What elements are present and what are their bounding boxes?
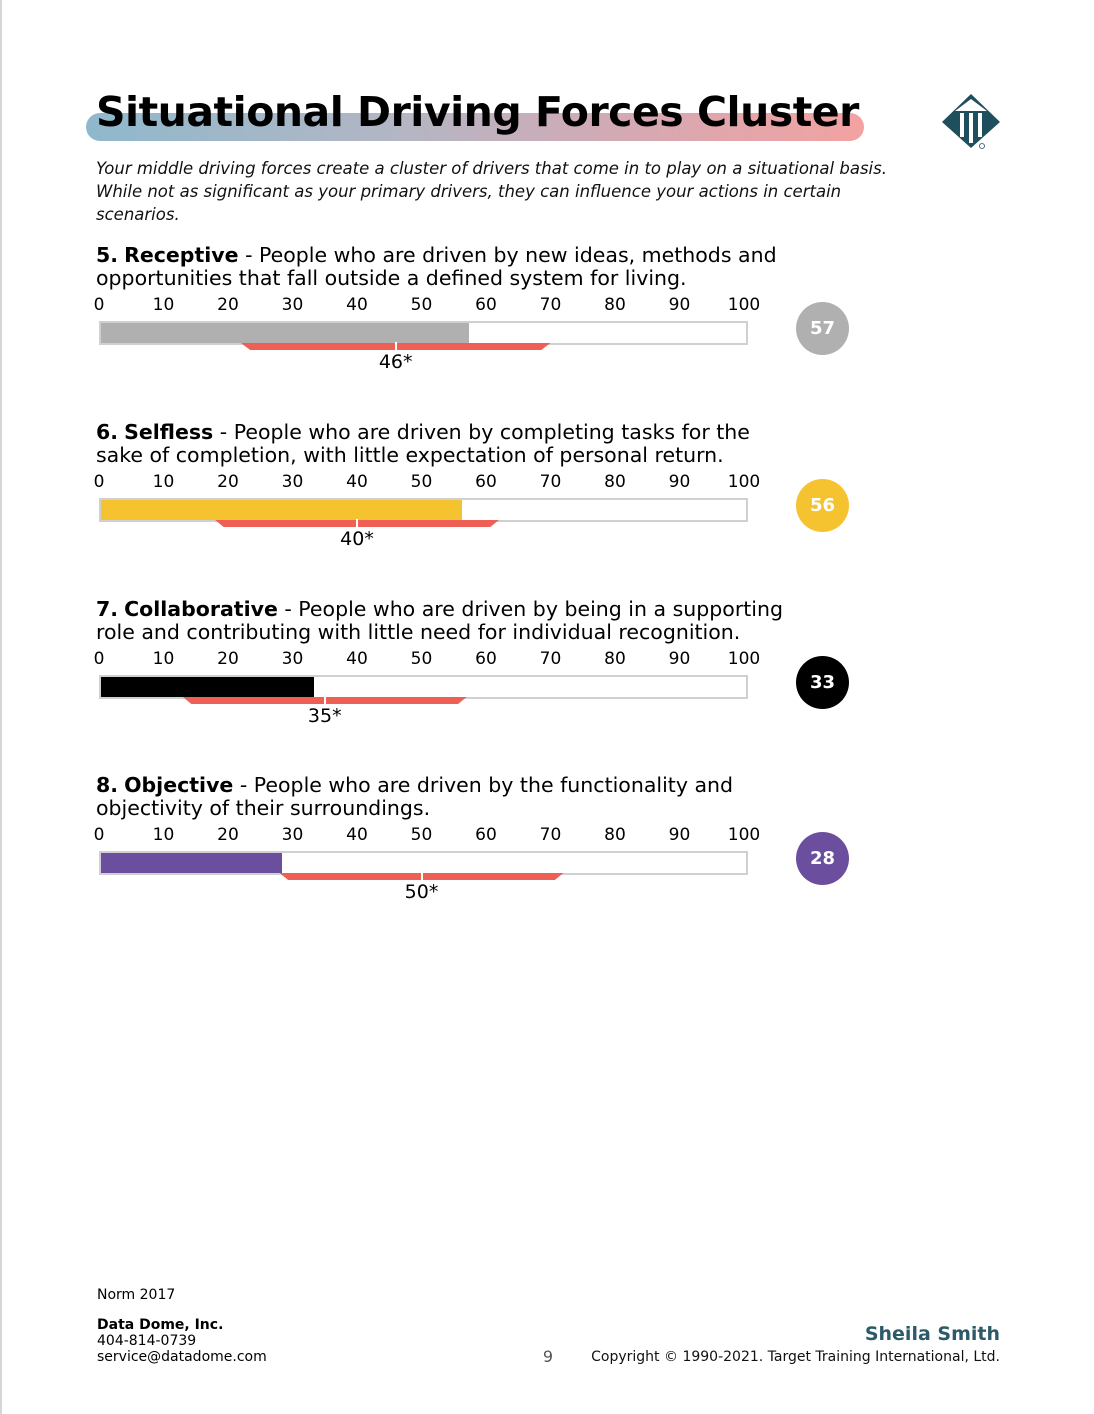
scale-tick-label: 90 (668, 825, 691, 845)
scale-tick-label: 40 (346, 472, 368, 492)
person-name: Sheila Smith (864, 1323, 1000, 1345)
driver-description-text: - People who are driven by completing tasks for the sake of completion, with little expectation of personal return. (96, 420, 750, 467)
scale-tick-label: 20 (217, 472, 239, 492)
norm-value-label: 35* (307, 705, 342, 727)
scale-tick-label: 100 (727, 649, 761, 669)
scale-tick-label: 60 (475, 649, 497, 669)
scale-tick-label: 80 (604, 825, 626, 845)
scale-tick-label: 70 (539, 825, 562, 845)
scale-ticks (0, 294, 1094, 318)
scale-tick-label: 10 (152, 825, 175, 845)
scale-tick-label: 10 (152, 295, 175, 315)
norm-marker (324, 696, 326, 705)
score-badge: 57 (796, 302, 849, 355)
copyright-text: Copyright © 1990-2021. Target Training International, Ltd. (591, 1349, 1000, 1365)
scale-ticks (0, 471, 1094, 495)
scale-tick-label: 40 (346, 295, 368, 315)
norm-value-label: 46* (378, 351, 413, 373)
scale-tick-label: 40 (346, 825, 368, 845)
driver-section (0, 598, 1094, 748)
scale-tick-label: 0 (93, 825, 105, 845)
company-email: service@datadome.com (97, 1349, 267, 1365)
scale-tick-label: 80 (604, 649, 626, 669)
scale-tick-label: 70 (539, 649, 562, 669)
scale-ticks (0, 648, 1094, 672)
scale-tick-label: 50 (410, 472, 433, 492)
scale-tick-label: 10 (152, 649, 175, 669)
scale-tick-label: 30 (281, 825, 304, 845)
driver-number: 7. (96, 597, 119, 621)
scale-tick-label: 100 (727, 825, 761, 845)
scale-tick-label: 20 (217, 649, 239, 669)
score-bar-track (99, 675, 748, 699)
scale-tick-label: 90 (668, 295, 691, 315)
scale-tick-label: 50 (410, 649, 433, 669)
scale-tick-label: 60 (475, 472, 497, 492)
scale-tick-label: 80 (604, 295, 626, 315)
scale-tick-label: 0 (93, 649, 105, 669)
norm-marker (356, 519, 358, 528)
driver-name: Objective (124, 773, 234, 797)
scale-tick-label: 90 (668, 472, 691, 492)
driver-name: Selfless (124, 420, 214, 444)
scale-tick-label: 30 (281, 649, 304, 669)
scale-tick-label: 80 (604, 472, 626, 492)
driver-section (0, 774, 1094, 924)
company-phone: 404-814-0739 (97, 1333, 197, 1349)
score-bar-track (99, 851, 748, 875)
page-title: Situational Driving Forces Cluster (96, 88, 859, 136)
scale-tick-label: 60 (475, 295, 497, 315)
driver-section (0, 244, 1094, 394)
driver-number: 6. (96, 420, 119, 444)
scale-tick-label: 100 (727, 472, 761, 492)
driver-description (96, 598, 796, 644)
score-badge: 33 (796, 656, 849, 709)
intro-text: Your middle driving forces create a cluster of drivers that come in to play on a situational basis. While not as significant as your primary drivers, they can influence your actions in certain scenarios. (96, 159, 887, 224)
scale-tick-label: 70 (539, 472, 562, 492)
norm-value-label: 40* (340, 528, 374, 550)
driver-name: Collaborative (124, 597, 278, 621)
norm-marker (421, 872, 423, 881)
score-bar-fill (101, 677, 314, 697)
scale-ticks (0, 824, 1094, 848)
score-bar-track (99, 321, 748, 345)
scale-tick-label: 30 (281, 472, 304, 492)
scale-tick-label: 0 (93, 295, 105, 315)
score-bar-track (99, 498, 748, 522)
driver-description-text: - People who are driven by the functionality and objectivity of their surroundings. (96, 773, 734, 820)
scale-tick-label: 40 (346, 649, 368, 669)
driver-number: 8. (96, 773, 119, 797)
score-bar-fill (101, 500, 462, 520)
scale-tick-label: 100 (727, 295, 761, 315)
scale-tick-label: 90 (668, 649, 691, 669)
score-badge: 56 (796, 479, 849, 532)
scale-tick-label: 70 (539, 295, 562, 315)
driver-description-text: - People who are driven by being in a supporting role and contributing with little need for individual recognition. (96, 597, 783, 644)
scale-tick-label: 20 (217, 825, 239, 845)
norm-year: Norm 2017 (97, 1287, 176, 1303)
norm-marker (395, 342, 397, 351)
driver-description-text: - People who are driven by new ideas, methods and opportunities that fall outside a defined system for living. (96, 243, 777, 290)
driver-section (0, 421, 1094, 571)
pyramid-logo-icon (940, 92, 1002, 150)
norm-value-label: 50* (404, 881, 439, 903)
scale-tick-label: 10 (152, 472, 175, 492)
scale-tick-label: 20 (217, 295, 239, 315)
driver-name: Receptive (124, 243, 239, 267)
scale-tick-label: 50 (410, 295, 433, 315)
scale-tick-label: 60 (475, 825, 497, 845)
driver-description (96, 244, 796, 290)
scale-tick-label: 50 (410, 825, 433, 845)
page-number: 9 (542, 1347, 554, 1366)
scale-tick-label: 0 (93, 472, 105, 492)
driver-description (96, 421, 796, 467)
company-name: Data Dome, Inc. (97, 1317, 224, 1333)
scale-tick-label: 30 (281, 295, 304, 315)
driver-description (96, 774, 796, 820)
score-badge: 28 (796, 832, 849, 885)
score-bar-fill (101, 323, 469, 343)
score-bar-fill (101, 853, 282, 873)
driver-number: 5. (96, 243, 119, 267)
